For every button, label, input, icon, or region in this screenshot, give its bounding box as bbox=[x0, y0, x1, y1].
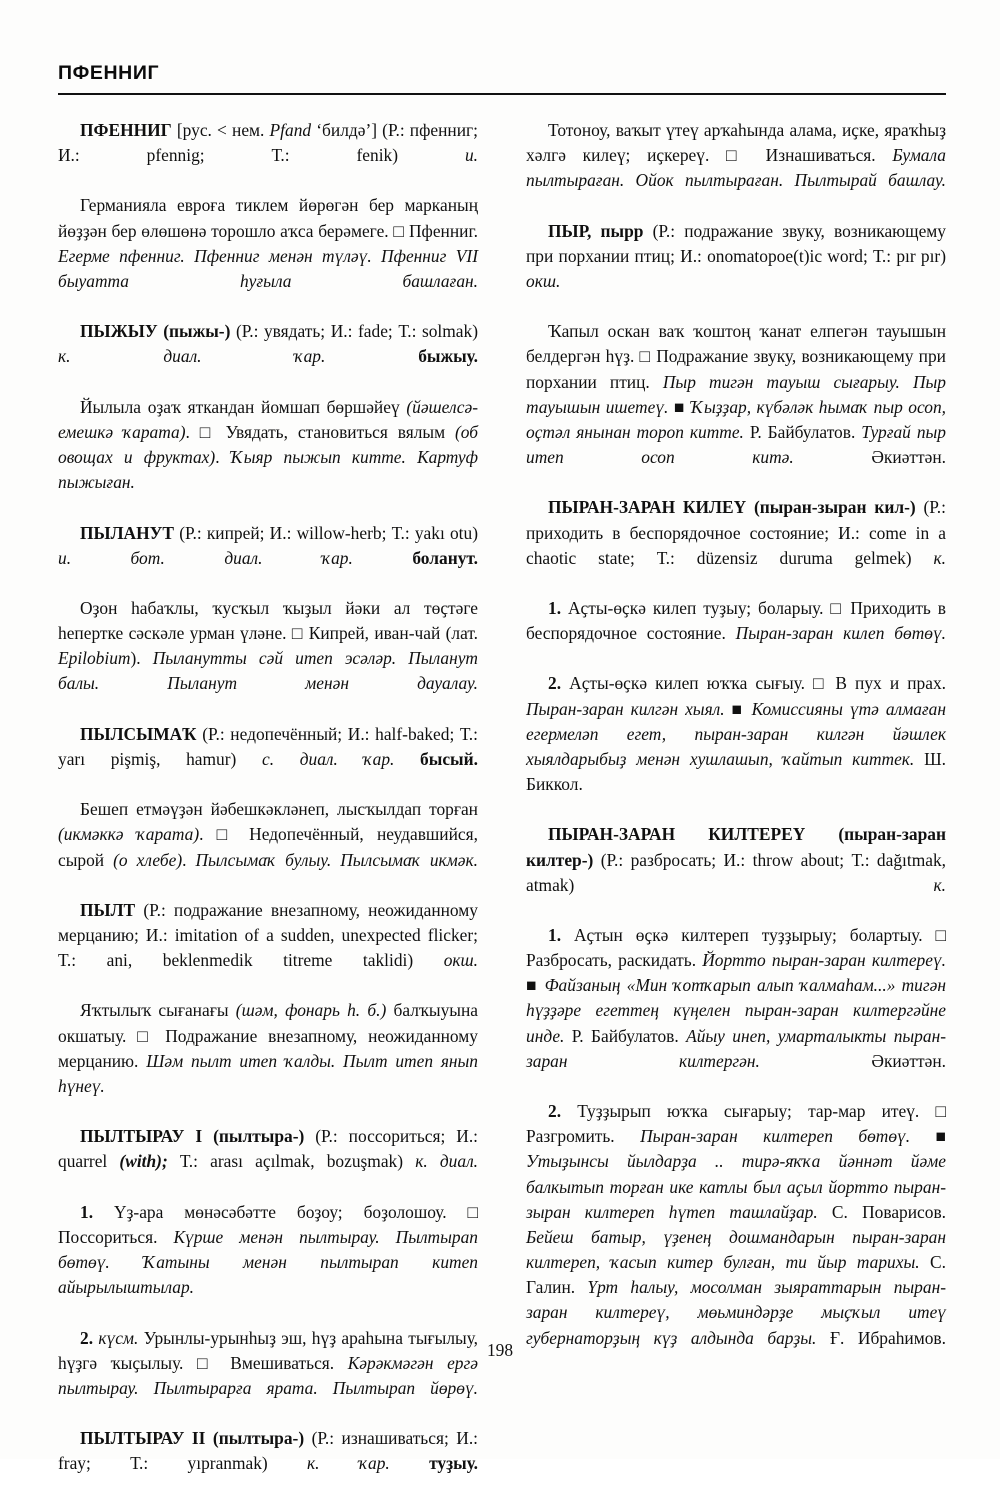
text-run: (Р.: кипрей; И.: willow-herb; Т.: yakı otu) bbox=[174, 522, 478, 543]
entry-pyr-head bbox=[526, 219, 946, 320]
text-run: (Р.: подражание звуку, возникающему при порхании птиц; И.: onomatopoe(t)ic word; Т.: pır pır) bbox=[526, 220, 946, 266]
text-run: Урынлы-урынһыҙ эш, һүҙ араһына тығылыу, һүҙгә ҡыҫылыу. □ Вмешиваться. bbox=[58, 1327, 479, 1373]
text-run: Файзаның «Мин ҡотҡарып алып ҡалмаһам...» тигән һүҙҙәре егеттең күңелен пыран-заран килтергәйне инде. bbox=[526, 975, 947, 1046]
entry-pyzhyu-body bbox=[58, 395, 478, 521]
text-run: Үҙ-ара мөнәсәбәтте боҙоу; боҙолошоу. □ Поссориться. bbox=[58, 1201, 478, 1247]
entry-pyltyrau-2-head bbox=[58, 1426, 478, 1501]
entry-pyran-zaran-kileu-head bbox=[526, 495, 946, 596]
entry-pylt-head bbox=[58, 898, 478, 999]
text-run: к. bbox=[933, 547, 946, 568]
text-run: ПЫЛАНУТ bbox=[80, 522, 175, 543]
text-run: Кәрәкмәгән ергә пылтырау. Пылтырарға ярата. Пылтырап йөрөү. bbox=[58, 1352, 478, 1398]
text-run: (Р.: подражание внезапному, неожиданному мерцанию; И.: imitation of a sudden, unexpected flicker; Т.: ani, beklenmedik titreme taklidi) bbox=[58, 899, 478, 971]
text-run: (о хлебе) bbox=[113, 849, 183, 870]
text-run: С. Галин. bbox=[526, 1252, 947, 1298]
text-run: (Р.: поссориться; И.: quarrel bbox=[58, 1126, 479, 1172]
text-run: ■ bbox=[910, 1126, 946, 1147]
text-run: Аҫты-өҫкә килеп юҡҡа сығыу. □ В пух и прах. bbox=[561, 673, 946, 694]
text-run: Аҫты-өҫкә килеп туҙыу; боларыу. □ Приходить в беспорядочное состояние. bbox=[526, 597, 946, 644]
text-run: Пыран-заран килтереп бөтөү. bbox=[640, 1126, 911, 1147]
text-run: ПЫРАН-ЗАРАН КИЛЕҮ (пыран-зыран кил-) bbox=[548, 497, 916, 518]
text-run: бысый. bbox=[394, 748, 478, 769]
text-run: ПЫРАН-ЗАРАН КИЛТЕРЕҮ (пыран-заран килтер-) bbox=[526, 824, 946, 870]
header-rule bbox=[58, 93, 946, 95]
text-run: Оҙон һабаҡлы, ҡусҡыл ҡыҙыл йәки ал төҫтәге һепертке сәскәле урман үләне. □ Кипрей, иван-чай (лат. bbox=[58, 597, 478, 644]
text-run: ‘билдә’] (Р.: пфенниг; И.: pfennig; Т.: fenik) bbox=[58, 120, 478, 166]
text-run: Шәм пылт итеп ҡалды. Пылт итеп янып һүнеү. bbox=[58, 1050, 479, 1096]
text-run: боланут. bbox=[352, 547, 479, 568]
text-run: Үрт һалыу, мосолман зыяраттарын пыран-заран килтереү, мөьминдәрҙе мыҫҡыл итеү губернаторҙың күҙ алдында барҙы. bbox=[526, 1277, 946, 1348]
text-run: Пыран-заран килгән хыял. bbox=[526, 698, 725, 719]
text-run: Яҡтылыҡ сығанағы bbox=[80, 1000, 236, 1021]
running-head: ПФЕННИГ bbox=[58, 62, 160, 84]
text-run: . □ Недопечённый, неудавшийся, сырой bbox=[58, 824, 478, 870]
entry-pyran-zaran-kittereu-sense-2 bbox=[526, 1099, 946, 1376]
text-run: 1. bbox=[80, 1201, 94, 1222]
text-run: ПЫЛТ bbox=[80, 899, 136, 920]
text-run: туҙыу. bbox=[389, 1453, 478, 1474]
text-run: Р. Байбулатов. bbox=[564, 1025, 687, 1046]
text-run: ■ bbox=[526, 975, 545, 996]
text-run: Әкиәттән. bbox=[759, 1050, 946, 1071]
text-run: 2. bbox=[80, 1327, 94, 1348]
entry-pyltyrau-1-head bbox=[58, 1124, 478, 1199]
text-run: (Р.: увядать; И.: fade; Т.: solmak) bbox=[230, 321, 478, 342]
text-run: к. диал. ҡар. bbox=[58, 346, 326, 367]
entry-pylanut-body bbox=[58, 596, 478, 722]
entry-pyran-zaran-kileu-sense-2 bbox=[526, 671, 946, 822]
text-run: (Р.: изнашиваться; И.: fray; Т.: yıpranmak) bbox=[58, 1428, 479, 1474]
text-run: к. диал. bbox=[415, 1151, 478, 1172]
text-run: (об овощах и фруктах) bbox=[58, 421, 478, 468]
text-run: 2. bbox=[548, 673, 562, 694]
text-run: Ҡыҙҙар, күбәләк һымаҡ пыр осоп, оҫтәл янынан тороп китте. bbox=[526, 396, 947, 442]
text-run: Бейеш батыр, үҙенең дошмандарын пыран-заран килтереп, ҡасып китер булған, ти йыр тарихы. bbox=[526, 1226, 946, 1273]
text-run: Ғ. Ибраһимов. bbox=[816, 1327, 946, 1348]
text-run: Пылсымаҡ булыу. Пылсымаҡ икмәк. bbox=[195, 849, 478, 870]
text-run: ■ bbox=[724, 698, 752, 719]
text-run: (with); bbox=[119, 1151, 168, 1172]
text-run: Егерме пфенниг. Пфенниг менән түләү. Пфенниг VII быуатта һуғыла башлаған. bbox=[58, 245, 478, 291]
text-run: (Р.: приходить в беспорядочное состояние; И.: come in a chaotic state; Т.: düzensiz duruma gelmek) bbox=[526, 497, 946, 568]
text-run: ПЫЛТЫРАУ I (пылтыра-) bbox=[80, 1126, 305, 1147]
text-run: Epilobium bbox=[58, 648, 131, 669]
text-run: (икмәккә ҡарата) bbox=[58, 824, 200, 845]
text-run: Пыланутты сәй итеп эсәләр. Пыланут балы. Пыланут менән дауалау. bbox=[58, 648, 478, 694]
text-run: Туҙҙырып юҡҡа сығарыу; тар-мар итеү. □ Разгромить. bbox=[526, 1101, 946, 1147]
text-run: к. bbox=[933, 874, 946, 895]
text-run: Германияла евроға тиклем йөрөгән бер марканың йөҙҙән бер өлөшөнә торошло аҡса берәмеге. □ Пфенниг. bbox=[58, 195, 478, 241]
entry-pylsymak-head bbox=[58, 722, 478, 797]
text-run: ■ bbox=[668, 396, 691, 417]
entry-pfennig-head bbox=[58, 118, 478, 193]
text-run: Бешеп етмәүҙән йәбешкәкләнеп, лысҡылдап торған bbox=[80, 799, 478, 820]
text-run: (шәм, фонарь һ. б.) bbox=[235, 1000, 387, 1021]
text-run: (Р.: разбросать; И.: throw about; Т.: dağıtmak, atmak) bbox=[526, 849, 946, 895]
column-right bbox=[526, 118, 947, 1348]
text-run: окш. bbox=[526, 270, 561, 291]
entry-pyran-zaran-kittereu-sense-1 bbox=[526, 923, 946, 1099]
text-run: Әкиәттән. bbox=[793, 447, 946, 468]
text-run: Утыҙынсы йылдарҙа .. тирә-яҡҡа йәннәт йәме балкытып торған ике катлы был аҫыл йортто пыран-зыран килтереп һүтеп ташлайҙар. bbox=[526, 1151, 946, 1222]
text-run: балҡыуына окшатыу. □ Подражание внезапному, неожиданному мерцанию. bbox=[58, 1000, 478, 1071]
text-run: 1. bbox=[548, 925, 562, 945]
text-run: Аҫтын өҫкә килтереп туҙҙырыу; болартыу. □ Разбросать, раскидать. bbox=[526, 925, 946, 971]
text-run: Тотоноу, ваҡыт үтеү арҡаһында алама, иҫке, яраҡһыҙ хәлгә килеү; иҫкереү. □ Изнашиваться. bbox=[526, 120, 946, 166]
text-run: Йылыла оҙаҡ яткандан йомшап бөршәйеү bbox=[80, 396, 407, 417]
entry-pyzhyu-head bbox=[58, 319, 478, 394]
text-run: Т.: arası açılmak, bozuşmak) bbox=[167, 1151, 416, 1172]
text-run: (Р.: недопечённый; И.: half-baked; Т.: yarı pişmiş, hamur) bbox=[58, 723, 478, 769]
running-head-area bbox=[58, 64, 946, 95]
entry-pylt-body bbox=[58, 998, 478, 1124]
text-run: Күрше менән пылтырау. Пылтырап бөтөү. Ҡатыны менән пылтырап китеп айырылыштылар. bbox=[58, 1226, 478, 1298]
entry-pylanut-head bbox=[58, 521, 478, 596]
entry-pfennig-body bbox=[58, 193, 478, 319]
text-run: Комиссияны үтә алмаған егермеләп егет, пыран-заран килгән йәшлек хыялдарыбыҙ менән хушлашып, ҡайтып киттек. bbox=[526, 698, 947, 769]
text-run: ПЫЖЫУ (пыжы-) bbox=[80, 321, 231, 342]
text-run: 2. bbox=[548, 1101, 562, 1122]
entry-pyltyrau-2-body bbox=[526, 118, 946, 219]
text-run: быжыу. bbox=[325, 346, 478, 367]
text-run: . □ Увядать, становиться вялым bbox=[185, 421, 455, 442]
text-run: С. Поварисов. bbox=[817, 1201, 947, 1222]
text-run: ПЫЛТЫРАУ II (пылтыра-) bbox=[80, 1428, 305, 1449]
text-run: Пыран-заран килеп бөтөү. bbox=[735, 623, 947, 644]
text-run: Р. Байбулатов. bbox=[743, 421, 862, 442]
text-run: 1. bbox=[548, 597, 562, 618]
text-run: окш. bbox=[443, 950, 478, 971]
text-run: ПФЕННИГ bbox=[80, 120, 172, 140]
text-run: Ҡапыл оскан ваҡ ҡоштоң ҡанат елпегән тауышын белдергән һүҙ. □ Подражание звуку, возникающему при порхании птиц. bbox=[526, 321, 946, 392]
text-run: Ш. Биккол. bbox=[526, 748, 946, 795]
text-run: . bbox=[182, 849, 196, 870]
entry-pyran-zaran-kileu-sense-1 bbox=[526, 596, 946, 671]
entry-pyltyrau-1-sense-1 bbox=[58, 1200, 478, 1326]
text-run: Йортто пыран-заран килтереү. bbox=[702, 950, 946, 971]
entry-pyran-zaran-kittereu-head bbox=[526, 822, 946, 923]
text-run: и. bbox=[464, 145, 478, 166]
text-run: ). bbox=[130, 648, 153, 669]
text-run: Ҡыяр пыжып китте. Картуф пыжыған. bbox=[58, 447, 478, 493]
text-run: ПЫЛСЫМАҠ bbox=[80, 723, 197, 744]
column-left bbox=[58, 118, 479, 1474]
text-run: с. диал. ҡар. bbox=[261, 748, 395, 769]
text-run: күсм. bbox=[93, 1327, 139, 1348]
text-run: Бумала пылтыраған. Ойок пылтыраған. Пылтырай башлау. bbox=[526, 145, 946, 191]
page-number: 198 bbox=[486, 1340, 514, 1360]
text-run: (йәшелсә-емешкә ҡарата) bbox=[58, 396, 478, 442]
entry-pyr-body bbox=[526, 319, 946, 495]
entry-pylsymak-body bbox=[58, 797, 478, 898]
text-run: Айыу инеп, умарталыкты пыран-заран килтергән. bbox=[526, 1025, 946, 1071]
text-run: ПЫР, пырр bbox=[548, 220, 644, 241]
text-run: Турғай пыр итеп осоп китә. bbox=[526, 421, 946, 468]
text-run: Пыр тигән тауыш сығарыу. Пыр тауышын ишетеү. bbox=[526, 371, 946, 417]
text-run: . bbox=[215, 447, 231, 468]
text-run: Pfand bbox=[269, 120, 312, 140]
text-run: [рус. < нем. bbox=[171, 120, 270, 140]
text-run: к. ҡар. bbox=[307, 1453, 390, 1474]
text-run: и. бот. диал. ҡар. bbox=[58, 547, 353, 568]
